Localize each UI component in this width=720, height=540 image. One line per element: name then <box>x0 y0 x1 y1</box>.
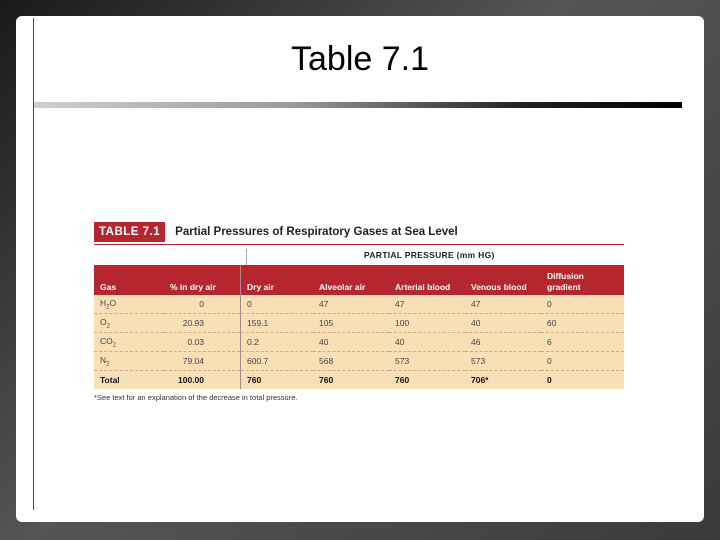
table-figure <box>94 222 624 402</box>
cell-arterial-blood: 40 <box>389 333 465 352</box>
cell-alveolar-air: 47 <box>313 295 389 314</box>
cell-dry-air: 0 <box>241 295 314 314</box>
slide-title: Table 7.1 <box>291 40 429 78</box>
cell-arterial-blood: 47 <box>389 295 465 314</box>
table-row <box>94 314 624 333</box>
gas-symbol-suffix: O <box>109 297 117 308</box>
cell-diffusion-gradient: 6 <box>541 333 624 352</box>
cell-pct-dry-air: 20.93 <box>164 314 241 333</box>
cell-venous-blood: 573 <box>465 352 541 371</box>
cell-venous-blood: 46 <box>465 333 541 352</box>
cell-diffusion-gradient: 0 <box>541 295 624 314</box>
gas-subscript: 2 <box>112 342 117 349</box>
col-diffusion-gradient: Diffusion gradient <box>541 265 624 295</box>
cell-dry-air: 600.7 <box>241 352 314 371</box>
cell-arterial-blood: 573 <box>389 352 465 371</box>
header-row <box>94 265 624 295</box>
total-dry-air: 760 <box>241 371 314 390</box>
cell-alveolar-air: 40 <box>313 333 389 352</box>
cell-arterial-blood: 100 <box>389 314 465 333</box>
partial-pressure-label: PARTIAL PRESSURE (mm HG) <box>364 250 495 260</box>
cell-pct-dry-air: 0.03 <box>164 333 241 352</box>
cell-venous-blood: 47 <box>465 295 541 314</box>
total-diffusion-gradient: 0 <box>541 371 624 390</box>
title-underline <box>34 102 682 108</box>
total-row <box>94 371 624 390</box>
gas-symbol: N <box>100 354 107 365</box>
table-label: TABLE 7.1 <box>94 222 165 242</box>
col-venous-blood: Venous blood <box>465 265 541 295</box>
cell-gas <box>94 314 164 333</box>
col-alveolar-air: Alveolar air <box>313 265 389 295</box>
cell-diffusion-gradient: 60 <box>541 314 624 333</box>
gas-subscript: 2 <box>106 361 110 368</box>
col-pct-dry-air: % in dry air <box>164 265 241 295</box>
gas-subscript: 2 <box>106 323 110 330</box>
table-row <box>94 333 624 352</box>
cell-gas <box>94 352 164 371</box>
table-caption-text: Partial Pressures of Respiratory Gases at Sea Level <box>175 226 458 238</box>
table-row <box>94 352 624 371</box>
col-dry-air: Dry air <box>241 265 314 295</box>
table-footnote: *See text for an explanation of the decrease in total pressure. <box>94 393 298 402</box>
cell-dry-air: 0.2 <box>241 333 314 352</box>
header-divider <box>246 249 247 265</box>
total-arterial-blood: 760 <box>389 371 465 390</box>
total-alveolar-air: 760 <box>313 371 389 390</box>
cell-gas <box>94 333 164 352</box>
col-gas: Gas <box>94 265 164 295</box>
gas-symbol: CO <box>100 335 113 346</box>
gas-subscript: 2 <box>106 304 110 311</box>
cell-pct-dry-air: 0 <box>164 295 241 314</box>
table-row <box>94 295 624 314</box>
total-venous-blood: 706* <box>465 371 541 390</box>
cell-total-label: Total <box>94 371 164 390</box>
total-pct-dry-air: 100.00 <box>164 371 241 390</box>
partial-pressure-header <box>94 245 624 265</box>
cell-pct-dry-air: 79.04 <box>164 352 241 371</box>
cell-gas <box>94 295 164 314</box>
cell-venous-blood: 40 <box>465 314 541 333</box>
gas-symbol: H <box>100 297 107 308</box>
col-arterial-blood: Arterial blood <box>389 265 465 295</box>
table-caption <box>94 222 624 242</box>
left-rule <box>33 18 34 510</box>
cell-diffusion-gradient: 0 <box>541 352 624 371</box>
cell-alveolar-air: 105 <box>313 314 389 333</box>
gas-table <box>94 265 624 389</box>
cell-alveolar-air: 568 <box>313 352 389 371</box>
cell-dry-air: 159.1 <box>241 314 314 333</box>
gas-symbol: O <box>100 316 107 327</box>
